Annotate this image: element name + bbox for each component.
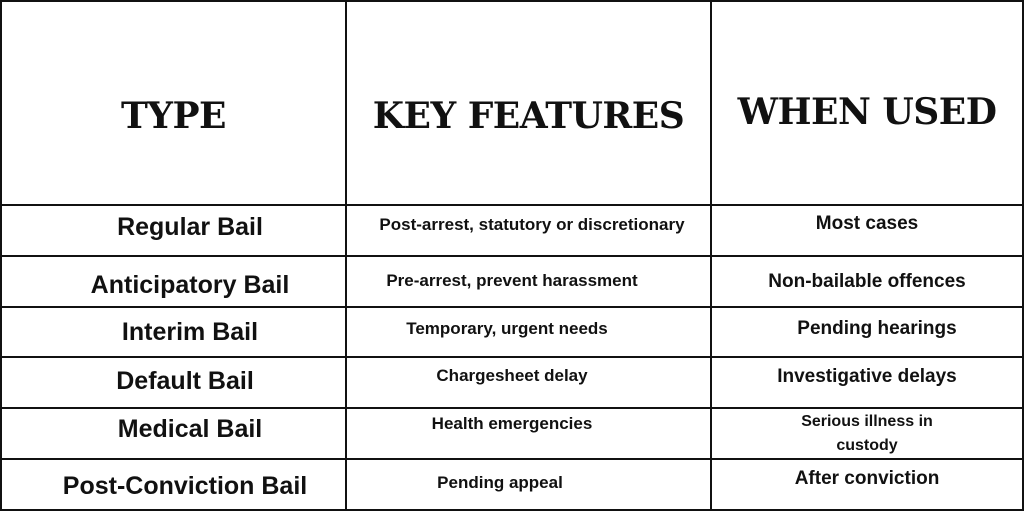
table-row-when: Most cases (815, 213, 919, 234)
table-row-features: Temporary, urgent needs (406, 319, 608, 338)
table-row-when: Serious illness in custody (801, 413, 933, 454)
table-row-type: Anticipatory Bail (90, 270, 290, 299)
table-row-when: Pending hearings (797, 318, 957, 339)
table-row-type: Regular Bail (117, 212, 263, 241)
table-row-features: Post-arrest, statutory or discretionary (379, 215, 685, 234)
column-header-when-used: WHEN USED (737, 91, 997, 133)
table-row-features: Pre-arrest, prevent harassment (386, 271, 638, 290)
column-header-key-features: KEY FEATURES (372, 95, 685, 137)
column-header-type: TYPE (121, 95, 226, 137)
table-border-top (0, 0, 1024, 2)
table-row-features: Pending appeal (437, 473, 563, 492)
table-row-features: Health emergencies (431, 414, 593, 433)
table-row-type: Interim Bail (121, 317, 259, 346)
table-row-features: Chargesheet delay (436, 366, 588, 385)
table-row-type: Default Bail (116, 366, 254, 395)
table-row-when: Investigative delays (777, 366, 957, 387)
table-row-when: After conviction (794, 468, 940, 489)
table-row-type: Medical Bail (117, 414, 263, 443)
table-row-type: Post-Conviction Bail (62, 471, 308, 500)
table-row-when: Non-bailable offences (768, 271, 966, 292)
